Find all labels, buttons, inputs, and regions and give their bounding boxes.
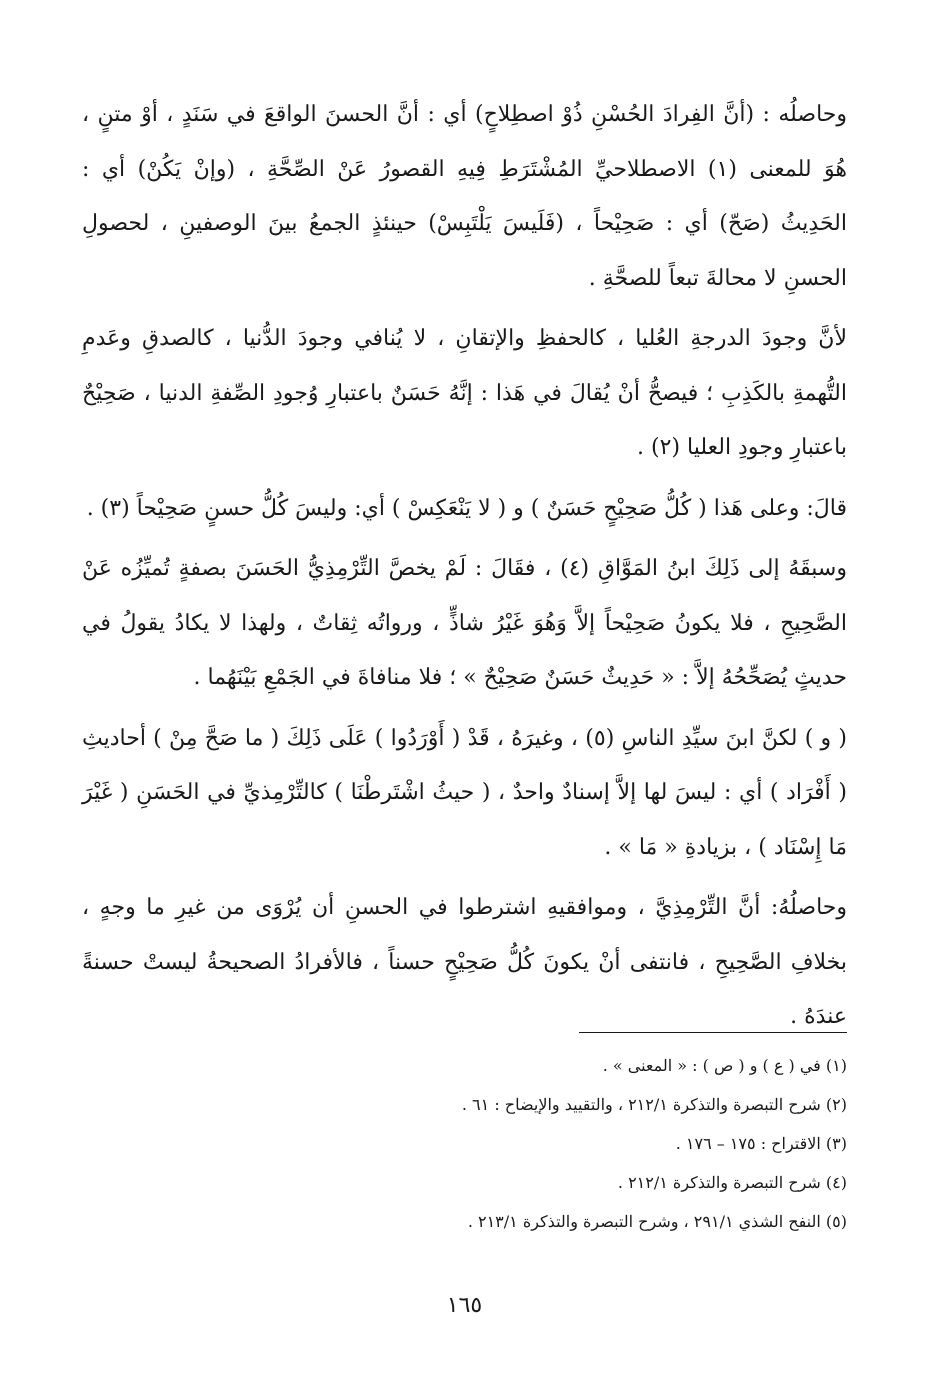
page-number: ١٦٥: [446, 1293, 483, 1318]
paragraph: وحاصلُه : (أنَّ الفِرادَ الحُسْنِ ذُوْ اصطِلاحٍ) أي : أنَّ الحسنَ الواقعَ في سَنَدٍ ، أوْ متنٍ ، هُوَ للمعنى (١) الاصطلاحيِّ المُشْتَرَطِ فِيهِ القصورُ عَنْ الصِّحَّةِ ، (وإنْ يَكُنْ) أي : الحَدِيثُ (صَحّ) أي : صَحِيْحاً ، (فَلَيسَ يَلْتَبِسْ) حينئذٍ الجمعُ بينَ الوصفينِ ، لحصولِ الحسنِ لا محالةَ تبعاً للصحَّةِ .: [82, 102, 847, 291]
main-text: [82, 88, 847, 1045]
paragraph: وحاصلُهُ: أنَّ التِّرْمِذِيَّ ، وموافقيهِ اشترطوا في الحسنِ أن يُرْوَى من غيرِ ما وجهٍ ، بخلافِ الصَّحِيحِ ، فانتفى أنْ يكونَ كُلُّ صَحِيْحٍ حسناً ، فالأفرادُ الصحيحةُ ليستْ حسنةً عندَهُ .: [82, 895, 847, 1029]
footnote: (٥) النفح الشذي ٢٩١/١ ، وشرح التبصرة والتذكرة ٢١٣/١ .: [467, 1212, 847, 1231]
footnote: (٣) الاقتراح : ١٧٥ – ١٧٦ .: [675, 1134, 847, 1153]
paragraph: لأنَّ وجودَ الدرجةِ العُليا ، كالحفظِ والإتقانِ ، لا يُنافي وجودَ الدُّنيا ، كالصدقِ وعَدمِ التُّهمةِ بالكَذِبِ ؛ فيصحُّ أنْ يُقالَ في هَذا : إنَّهُ حَسَنٌ باعتبارِ وُجودِ الصِّفةِ الدنيا ، صَحِيْحٌ باعتبارِ وجودِ العليا (٢) .: [82, 326, 847, 460]
footnotes: [82, 1046, 847, 1241]
paragraph: ( و ) لكنَّ ابنَ سيِّدِ الناسِ (٥) ، وغيرَهُ ، قَدْ ( أَوْرَدُوا ) عَلَى ذَلِكَ ( ما صَحَّ مِنْ ) أحاديثِ ( أَفْرَاد ) أي : ليسَ لها إلاَّ إسنادٌ واحدٌ ، ( حيثُ اشْتَرطْنَا ) كالتِّرْمِذيِّ في الحَسَنِ ( غَيْرَ مَا إِسْنَاد ) ، بزيادةِ « مَا » .: [82, 725, 848, 860]
paragraph: وسبقَهُ إلى ذَلِكَ ابنُ المَوَّاقِ (٤) ، فقَالَ : لَمْ يخصَّ التِّرْمِذِيُّ الحَسَنَ بصفةٍ تُميِّزُه عَنْ الصَّحِيحِ ، فلا يكونُ صَحِيْحاً إلاَّ وَهُوَ غَيْرُ شاذٍّ ، ورواتُه ثِقاتٌ ، ولهذا لا يكادُ يقولُ في حديثٍ يُصَحِّحُهُ إلاَّ : « حَدِيثٌ حَسَنٌ صَحِيْحٌ » ؛ فلا منافاةَ في الجَمْعِ بَيْنَهُما .: [82, 556, 847, 690]
footnote-separator: [579, 1032, 847, 1033]
footnote: (١) في ( ع ) و ( ص ) : « المعنى » .: [602, 1056, 847, 1075]
paragraph: قالَ: وعلى هَذا ( كُلُّ صَحِيْحٍ حَسَنٌ ) و ( لا يَنْعَكِسْ ) أي: وليسَ كُلُّ حسنٍ صَحِيْحاً (٣) .: [86, 495, 847, 521]
footnote: (٤) شرح التبصرة والتذكرة ٢١٢/١ .: [617, 1173, 847, 1192]
footnote: (٢) شرح التبصرة والتذكرة ٢١٢/١ ، والتقييد والإيضاح : ٦١ .: [461, 1095, 847, 1114]
